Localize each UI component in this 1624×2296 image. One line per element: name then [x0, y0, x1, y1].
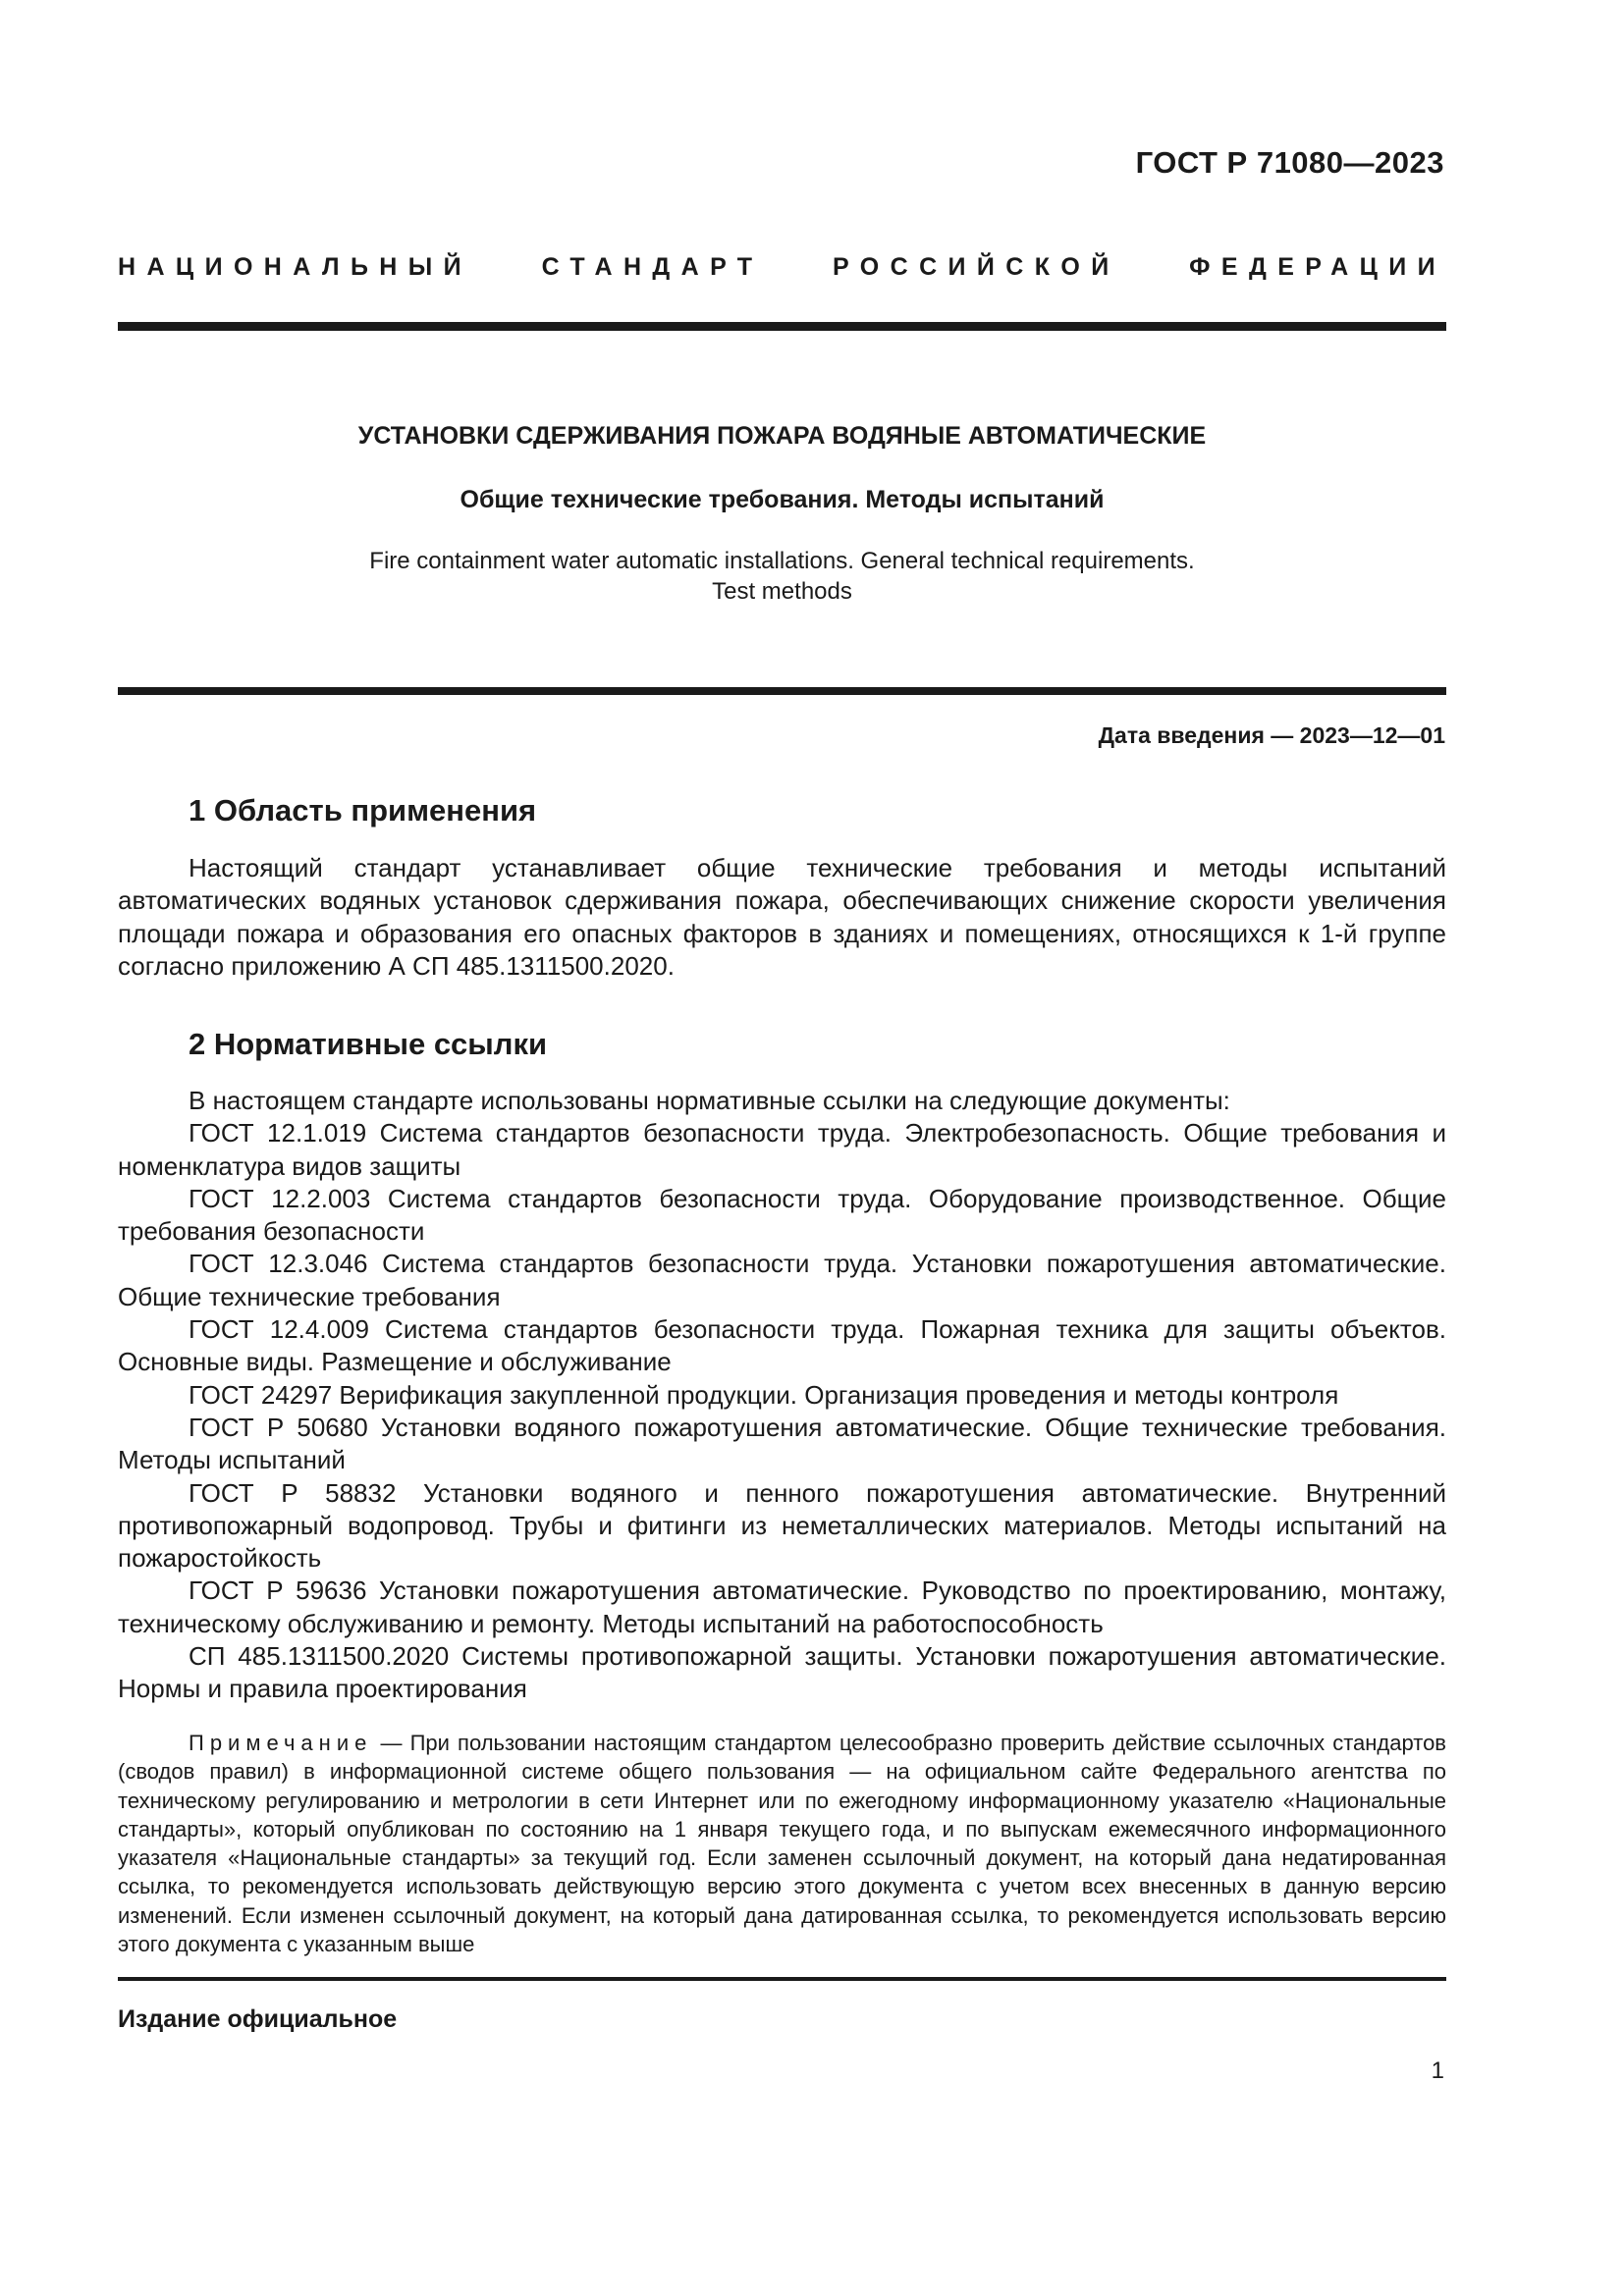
- english-title-line-1: Fire containment water automatic installations. General technical requirements.: [369, 548, 1195, 574]
- references-section: [118, 1085, 1446, 1706]
- references-intro: В настоящем стандарте использованы нормативные ссылки на следующие документы:: [189, 1086, 1230, 1115]
- reference-item: ГОСТ Р 59636 Установки пожаротушения автоматические. Руководство по проектированию, монтажу, техническому обслуживанию и ремонту. Методы испытаний на работоспособность: [118, 1575, 1446, 1638]
- note-block: [118, 1729, 1446, 1958]
- header-rule: [118, 322, 1446, 331]
- note-paragraph: [118, 1729, 1446, 1958]
- edition-label: Издание официальное: [118, 2005, 398, 2033]
- note-text: — При пользовании настоящим стандартом целесообразно проверить действие ссылочных стандартов (сводов правил) в информационной системе общего пользования — на официальном сайте Федерального агентства по техническому регулированию и метрологии в сети Интернет или по ежегодному информационному указателю «Национальные стандарты», который опубликован по состоянию на 1 января текущего года, и по выпускам ежемесячного информационного указателя «Национальные стандарты» за текущий год. Если заменен ссылочный документ, на который дана недатированная ссылка, то рекомендуется использовать действующую версию этого документа с учетом всех внесенных в данную версию изменений. Если изменен ссылочный документ, на который дана датированная ссылка, то рекомендуется использовать версию этого документа с указанным выше: [118, 1731, 1446, 1957]
- introduction-date: Дата введения — 2023—12—01: [1098, 722, 1445, 748]
- reference-item: ГОСТ Р 58832 Установки водяного и пенного пожаротушения автоматические. Внутренний противопожарный водопровод. Трубы и фитинги из неметаллических материалов. Методы испытаний на пожаростойкость: [118, 1477, 1446, 1574]
- english-title-line-2: Test methods: [712, 578, 852, 605]
- reference-item: ГОСТ 12.2.003 Система стандартов безопасности труда. Оборудование производственное. Общие требования безопасности: [118, 1183, 1446, 1247]
- english-title: [118, 546, 1446, 607]
- title-rule: [118, 687, 1446, 695]
- page-number: 1: [1431, 2057, 1444, 2084]
- reference-item: ГОСТ 12.3.046 Система стандартов безопасности труда. Установки пожаротушения автоматические. Общие технические требования: [118, 1249, 1446, 1311]
- footer-rule: [118, 1977, 1446, 1981]
- section-heading-references: 2 Нормативные ссылки: [189, 1027, 548, 1061]
- gost-number: ГОСТ Р 71080—2023: [1135, 145, 1444, 180]
- reference-item: СП 485.1311500.2020 Системы противопожарной защиты. Установки пожаротушения автоматические. Нормы и правила проектирования: [118, 1641, 1446, 1704]
- note-label: Примечание: [189, 1731, 373, 1755]
- document-subtitle: Общие технические требования. Методы испытаний: [460, 486, 1105, 513]
- document-title: УСТАНОВКИ СДЕРЖИВАНИЯ ПОЖАРА ВОДЯНЫЕ АВТОМАТИЧЕСКИЕ: [357, 422, 1207, 450]
- scope-section: [118, 852, 1446, 983]
- reference-item: ГОСТ Р 50680 Установки водяного пожаротушения автоматические. Общие технические требования. Методы испытаний: [118, 1412, 1446, 1475]
- reference-item: ГОСТ 24297 Верификация закупленной продукции. Организация проведения и методы контроля: [189, 1379, 1339, 1410]
- reference-item: ГОСТ 12.1.019 Система стандартов безопасности труда. Электробезопасность. Общие требования и номенклатура видов защиты: [118, 1118, 1446, 1181]
- section-heading-scope: 1 Область применения: [189, 793, 537, 828]
- scope-paragraph: Настоящий стандарт устанавливает общие технические требования и методы испытаний автоматических водяных установок сдерживания пожара, обеспечивающих снижение скорости увеличения площади пожара и образования его опасных факторов в зданиях и помещениях, относящихся к 1-й группе согласно приложению А СП 485.1311500.2020.: [118, 853, 1446, 981]
- national-standard-banner: НАЦИОНАЛЬНЫЙ СТАНДАРТ РОССИЙСКОЙ ФЕДЕРАЦИИ: [118, 253, 1446, 281]
- reference-item: ГОСТ 12.4.009 Система стандартов безопасности труда. Пожарная техника для защиты объектов. Основные виды. Размещение и обслуживание: [118, 1314, 1446, 1377]
